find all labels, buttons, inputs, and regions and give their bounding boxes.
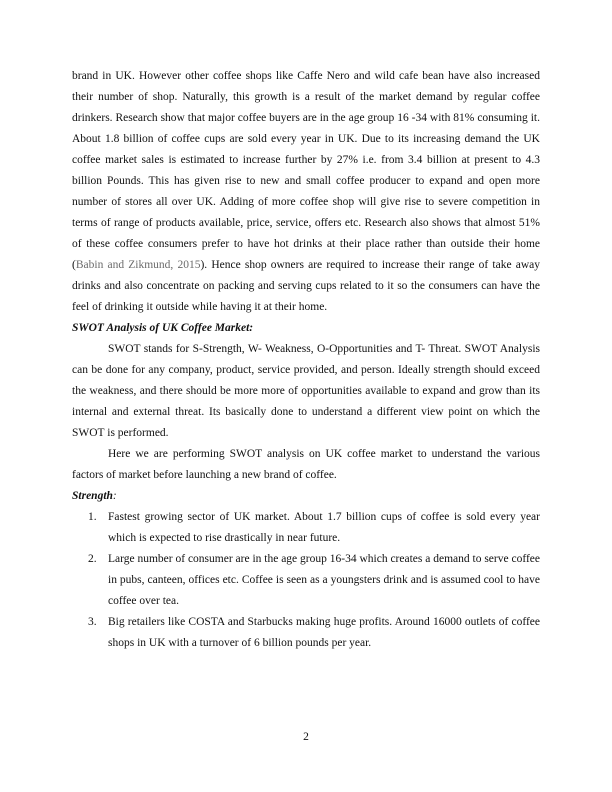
intro-paragraph bbox=[72, 66, 540, 318]
document-page bbox=[72, 66, 540, 654]
intro-text-2: ). Hence shop owners are required to increase their range of take away drinks and also concentrate on packing and serving cups related to it so the consumers can have the feel of drinking it outside while having it at their home. bbox=[72, 259, 540, 313]
strength-heading-label: Strength bbox=[72, 490, 113, 502]
list-item-number: 3. bbox=[88, 616, 97, 628]
list-item-text: Fastest growing sector of UK market. About 1.7 billion cups of coffee is sold every year which is expected to rise drastically in near future. bbox=[108, 511, 540, 544]
list-item-text: Large number of consumer are in the age group 16-34 which creates a demand to serve coffee in pubs, canteen, offices etc. Coffee is seen as a youngsters drink and is assumed cool to have coffee over tea. bbox=[108, 553, 540, 607]
list-item-number: 2. bbox=[88, 553, 97, 565]
list-item-text: Big retailers like COSTA and Starbucks making huge profits. Around 16000 outlets of coffee shops in UK with a turnover of 6 billion pounds per year. bbox=[108, 616, 540, 649]
intro-text-1: brand in UK. However other coffee shops like Caffe Nero and wild cafe bean have also increased their number of shop. Naturally, this growth is a result of the market demand by regular coffee drinkers. Research show that major coffee buyers are in the age group 16 -34 with 81% consuming it. About 1.8 billion of coffee cups are sold every year in UK. Due to its increasing demand the UK coffee market sales is estimated to increase further by 27% i.e. from 3.4 billion at present to 4.3 billion Pounds. This has given rise to new and small coffee producer to expand and open more number of stores all over UK. Adding of more coffee shop will give rise to severe competition in terms of range of products available, price, service, offers etc. Research also shows that almost 51% of these coffee consumers prefer to have hot drinks at their place rather than outside their home ( bbox=[72, 70, 540, 271]
page-number: 2 bbox=[303, 731, 309, 743]
strength-heading-colon: : bbox=[112, 490, 117, 502]
citation: Babin and Zikmund, 2015 bbox=[75, 259, 201, 271]
list-item bbox=[72, 507, 540, 549]
strength-list bbox=[72, 507, 540, 654]
list-item bbox=[72, 549, 540, 612]
list-item-number: 1. bbox=[88, 511, 97, 523]
strength-heading bbox=[72, 486, 540, 507]
list-item bbox=[72, 612, 540, 654]
swot-paragraph-2: Here we are performing SWOT analysis on UK coffee market to understand the various factors of market before launching a new brand of coffee. bbox=[72, 448, 540, 481]
swot-heading: SWOT Analysis of UK Coffee Market: bbox=[72, 322, 254, 334]
swot-paragraph-1: SWOT stands for S-Strength, W- Weakness, O-Opportunities and T- Threat. SWOT Analysis can be done for any company, product, service provided, and person. Ideally strength should exceed the weakness, and there should be more more of opportunities available to expand and grow than its internal and external threat. Its basically done to understand a different view point on which the SWOT is performed. bbox=[72, 343, 540, 439]
